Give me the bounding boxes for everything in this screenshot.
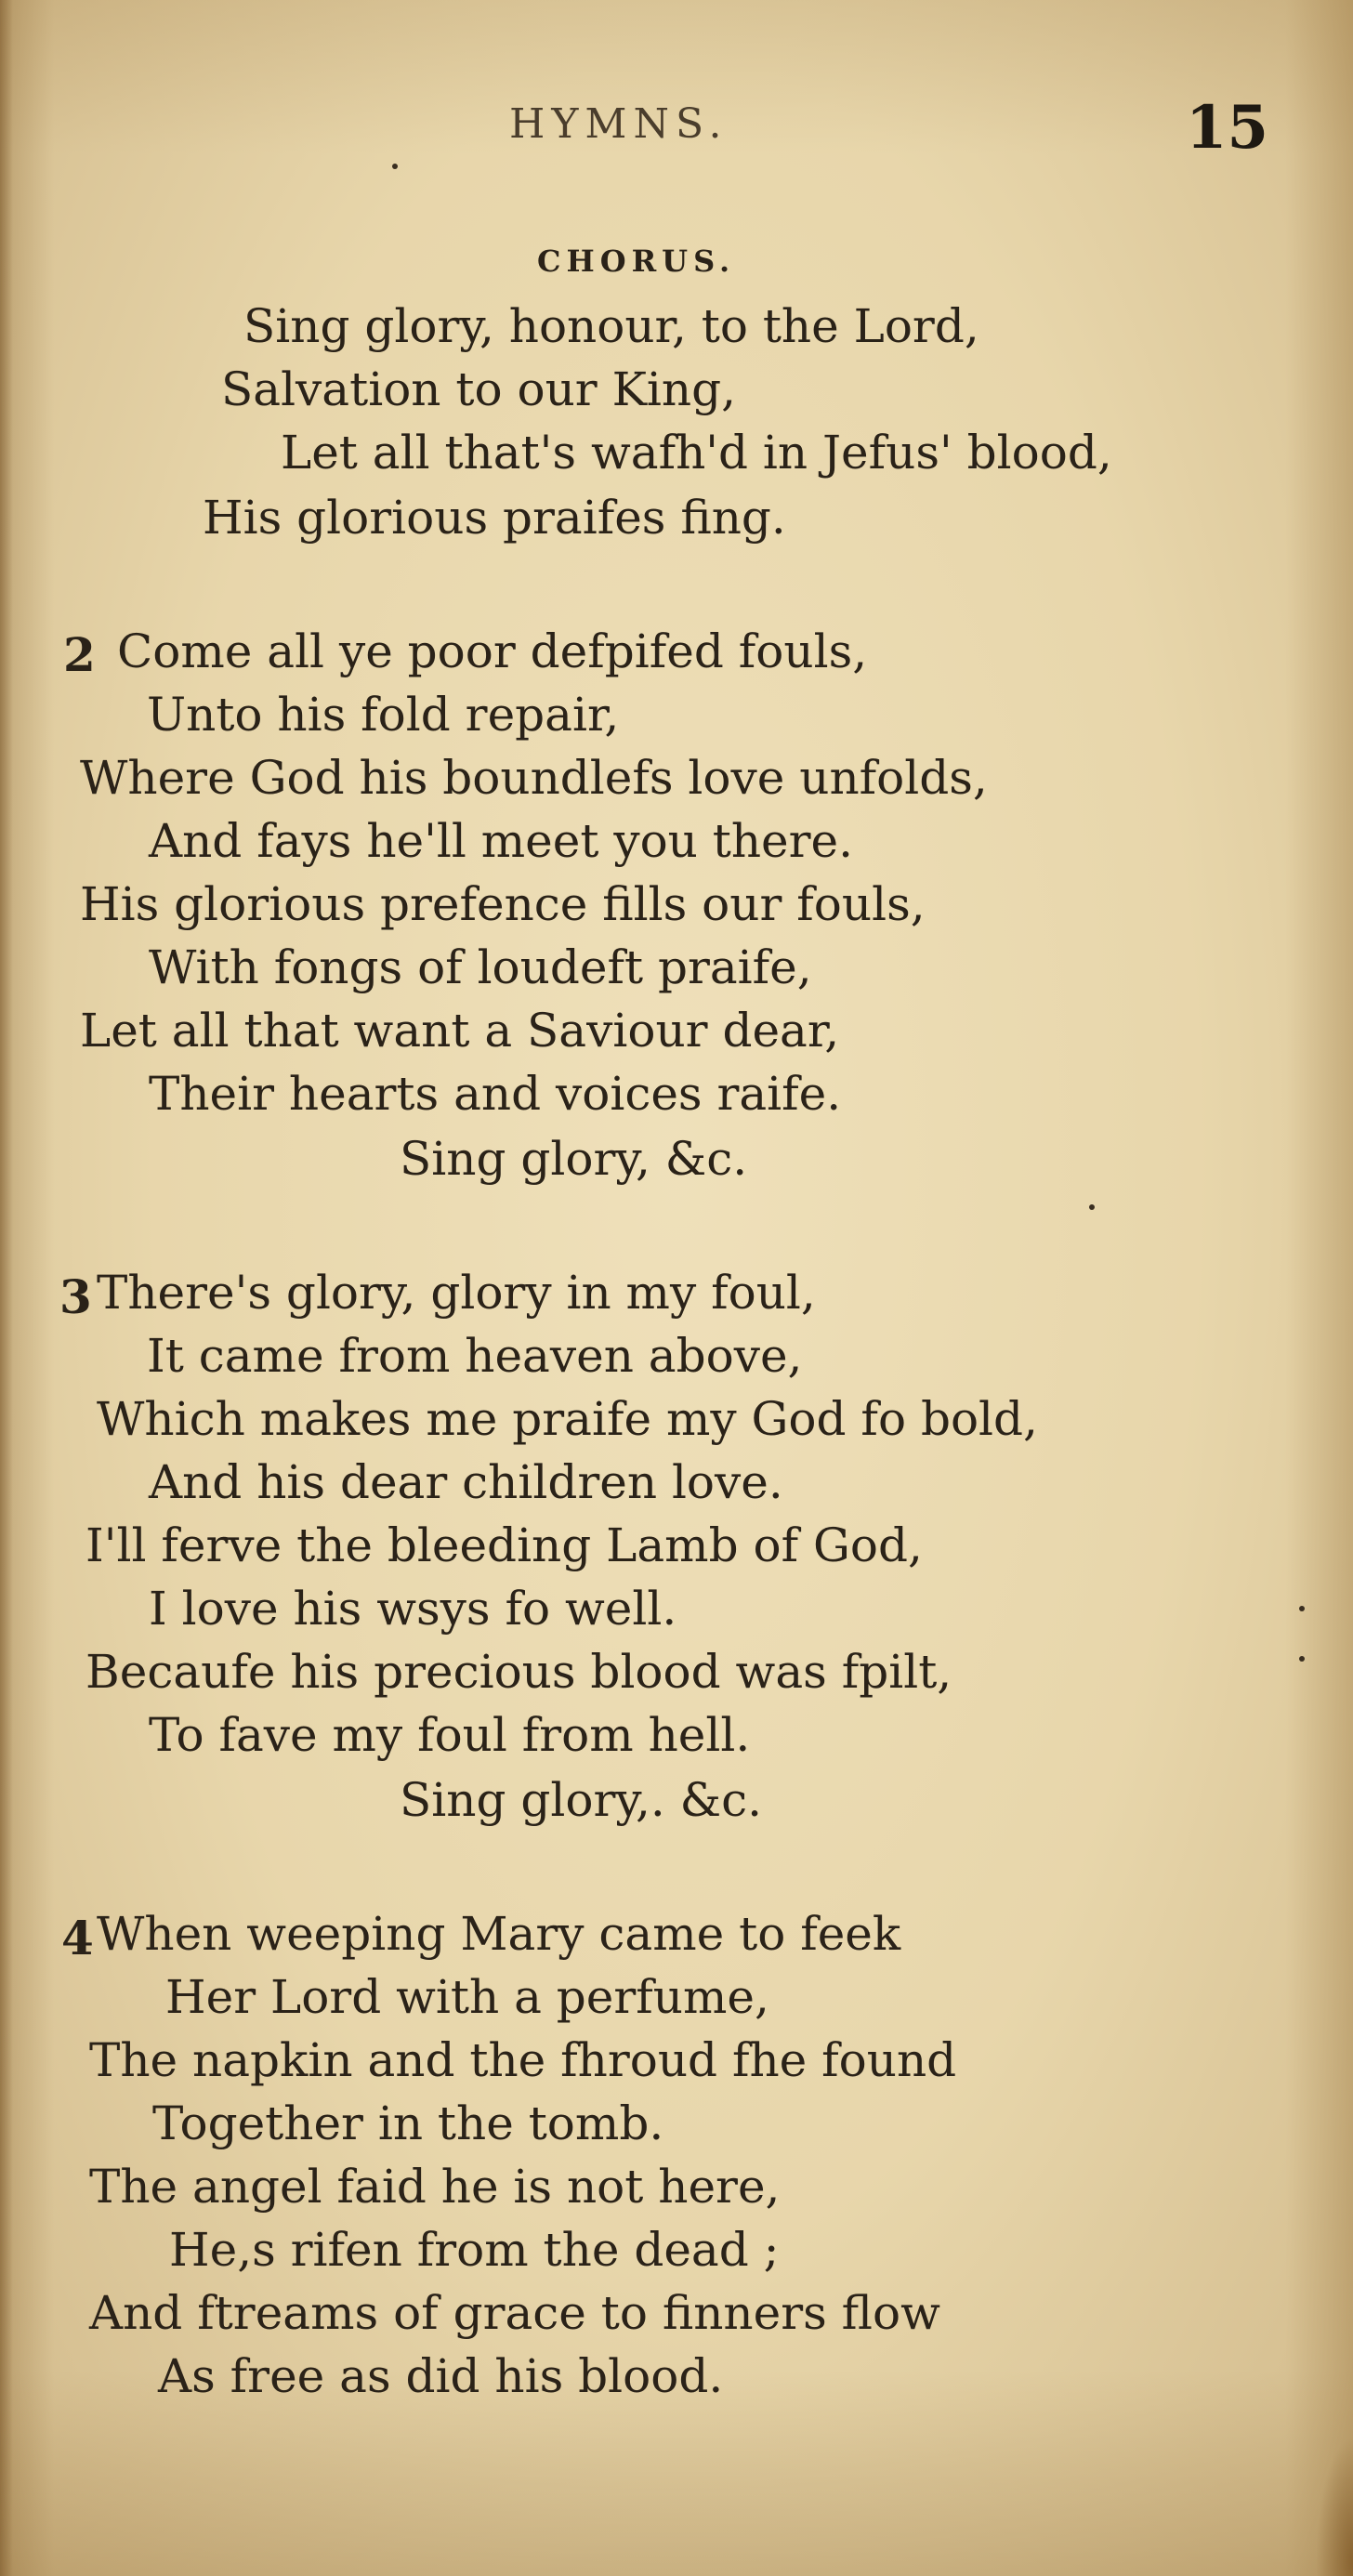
chorus-line: Sing glory, honour, to the Lord, [243, 299, 979, 353]
chorus-heading: CHORUS. [537, 243, 736, 279]
verse-line: Her Lord with a perfume, [165, 1970, 769, 2024]
verse-line: When weeping Mary came to feek [97, 1907, 901, 1961]
verse-line: I love his wsys fo well. [149, 1582, 677, 1636]
verse-line: I'll ferve the bleeding Lamb of God, [85, 1518, 923, 1572]
refrain-cue: Sing glory,. &c. [400, 1773, 763, 1827]
verse-line: His glorious prefence fills our fouls, [80, 877, 926, 931]
refrain-cue: Sing glory, &c. [400, 1132, 748, 1186]
verse-line: And ftreams of grace to finners flow [89, 2286, 940, 2340]
verse-line: There's glory, glory in my foul, [97, 1266, 816, 1320]
verse-line: Together in the tomb. [152, 2096, 664, 2150]
running-title: HYMNS. [509, 100, 729, 148]
verse-line: And his dear children love. [149, 1455, 783, 1509]
ink-speck [392, 164, 398, 169]
chorus-line: Salvation to our King, [221, 362, 737, 416]
page-number: 15 [1186, 93, 1269, 163]
verse-line: Come all ye poor defpifed fouls, [117, 624, 868, 678]
ink-speck [1299, 1656, 1305, 1662]
verse-line: Their hearts and voices raife. [149, 1067, 842, 1121]
verse-line: And fays he'll meet you there. [149, 814, 854, 868]
paper-stain [1316, 2437, 1353, 2576]
chorus-line: His glorious praifes fing. [203, 491, 786, 545]
verse-number: 2 [63, 627, 96, 682]
page-edge-shadow [0, 0, 13, 2576]
verse-line: It came from heaven above, [147, 1329, 803, 1383]
verse-line: The napkin and the fhroud fhe found [89, 2033, 957, 2087]
verse-number: 3 [59, 1269, 92, 1324]
verse-line: To fave my foul from hell. [149, 1708, 751, 1762]
verse-line: He,s rifen from the dead ; [169, 2223, 780, 2277]
verse-line: Unto his fold repair, [147, 688, 620, 742]
verse-line: Becaufe his precious blood was fpilt, [85, 1645, 952, 1699]
verse-line: The angel faid he is not here, [89, 2160, 781, 2214]
verse-line: Let all that want a Saviour dear, [80, 1004, 840, 1058]
verse-line: Where God his boundlefs love unfolds, [80, 751, 988, 805]
chorus-line: Let all that's wafh'd in Jefus' blood, [281, 426, 1112, 480]
verse-line: Which makes me praife my God fo bold, [97, 1392, 1038, 1446]
verse-number: 4 [61, 1911, 94, 1965]
ink-speck [1299, 1606, 1305, 1611]
verse-line: With fongs of loudeft praife, [149, 940, 812, 994]
verse-line: As free as did his blood. [158, 2349, 724, 2403]
ink-speck [1089, 1204, 1095, 1210]
